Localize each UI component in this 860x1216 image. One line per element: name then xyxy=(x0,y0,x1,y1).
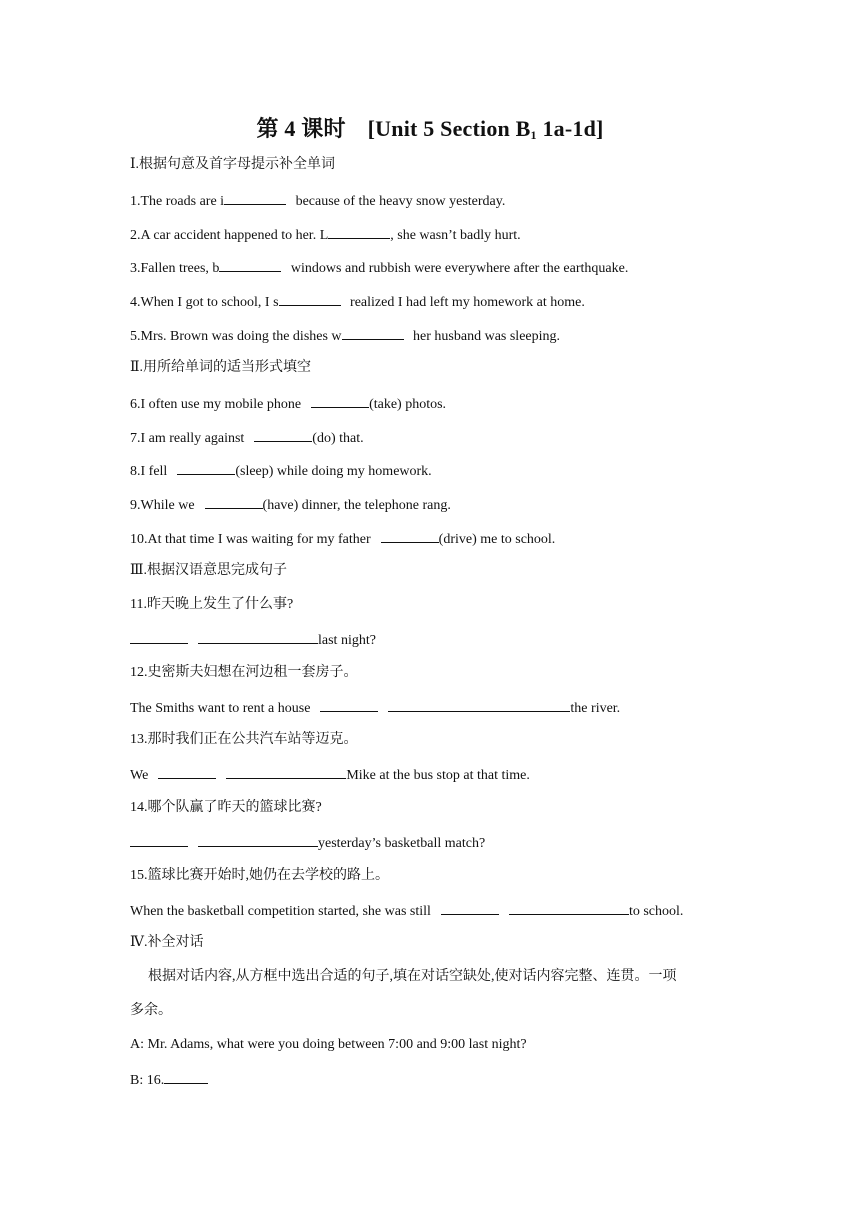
section-2-heading: Ⅱ.用所给单词的适当形式填空 xyxy=(130,360,312,375)
question-3: 3.Fallen trees, b windows and rubbish were everywhere after the earthquake. xyxy=(130,258,628,278)
section-4-heading: Ⅳ.补全对话 xyxy=(130,935,204,950)
question-4: 4.When I got to school, I s realized I had left my homework at home. xyxy=(130,292,585,312)
question-14-chinese: 14.哪个队赢了昨天的篮球比赛? xyxy=(130,800,322,815)
answer-blank[interactable] xyxy=(279,292,341,306)
answer-blank[interactable] xyxy=(219,258,281,272)
answer-blank[interactable] xyxy=(177,461,235,475)
question-6: 6.I often use my mobile phone (take) photos. xyxy=(130,394,446,414)
question-8: 8.I fell (sleep) while doing my homework. xyxy=(130,461,432,481)
section-3-heading: Ⅲ.根据汉语意思完成句子 xyxy=(130,563,288,578)
question-10: 10.At that time I was waiting for my father (drive) me to school. xyxy=(130,529,555,549)
answer-blank[interactable] xyxy=(158,765,216,779)
answer-blank[interactable] xyxy=(441,901,499,915)
instructions-line-1: 根据对话内容,从方框中选出合适的句子,填在对话空缺处,使对话内容完整、连贯。一项 xyxy=(148,969,677,984)
answer-blank[interactable] xyxy=(130,630,188,644)
question-2: 2.A car accident happened to her. L , she wasn’t badly hurt. xyxy=(130,225,521,245)
dialog-line-a: A: Mr. Adams, what were you doing between 7:00 and 9:00 last night? xyxy=(130,1037,527,1052)
answer-blank[interactable] xyxy=(226,765,346,779)
answer-blank[interactable] xyxy=(381,529,439,543)
answer-blank[interactable] xyxy=(388,698,570,712)
question-9: 9.While we (have) dinner, the telephone rang. xyxy=(130,495,451,515)
answer-blank[interactable] xyxy=(205,495,263,509)
answer-blank[interactable] xyxy=(311,394,369,408)
answer-blank[interactable] xyxy=(198,630,318,644)
question-14: yesterday’s basketball match? xyxy=(130,833,485,853)
section-1-heading: Ⅰ.根据句意及首字母提示补全单词 xyxy=(130,157,336,172)
answer-blank[interactable] xyxy=(509,901,629,915)
question-5: 5.Mrs. Brown was doing the dishes w her husband was sleeping. xyxy=(130,326,560,346)
question-7: 7.I am really against (do) that. xyxy=(130,428,364,448)
question-12-chinese: 12.史密斯夫妇想在河边租一套房子。 xyxy=(130,665,358,680)
question-15: When the basketball competition started, she was still to school. xyxy=(130,901,683,921)
question-15-chinese: 15.篮球比赛开始时,她仍在去学校的路上。 xyxy=(130,868,389,883)
answer-blank[interactable] xyxy=(130,833,188,847)
question-13: We Mike at the bus stop at that time. xyxy=(130,765,530,785)
question-1: 1.The roads are i because of the heavy snow yesterday. xyxy=(130,191,505,211)
page-title: 第 4 课时 [Unit 5 Section $B_1$ 1a-1d] xyxy=(256,116,604,142)
answer-blank[interactable] xyxy=(164,1070,208,1084)
instructions-line-2: 多余。 xyxy=(130,1003,172,1018)
question-11: last night? xyxy=(130,630,376,650)
dialog-line-b: B: 16. xyxy=(130,1070,208,1090)
answer-blank[interactable] xyxy=(328,225,390,239)
question-13-chinese: 13.那时我们正在公共汽车站等迈克。 xyxy=(130,732,358,747)
answer-blank[interactable] xyxy=(254,428,312,442)
answer-blank[interactable] xyxy=(224,191,286,205)
question-12: The Smiths want to rent a house the river. xyxy=(130,698,620,718)
question-11-chinese: 11.昨天晚上发生了什么事? xyxy=(130,597,294,612)
answer-blank[interactable] xyxy=(342,326,404,340)
answer-blank[interactable] xyxy=(320,698,378,712)
answer-blank[interactable] xyxy=(198,833,318,847)
